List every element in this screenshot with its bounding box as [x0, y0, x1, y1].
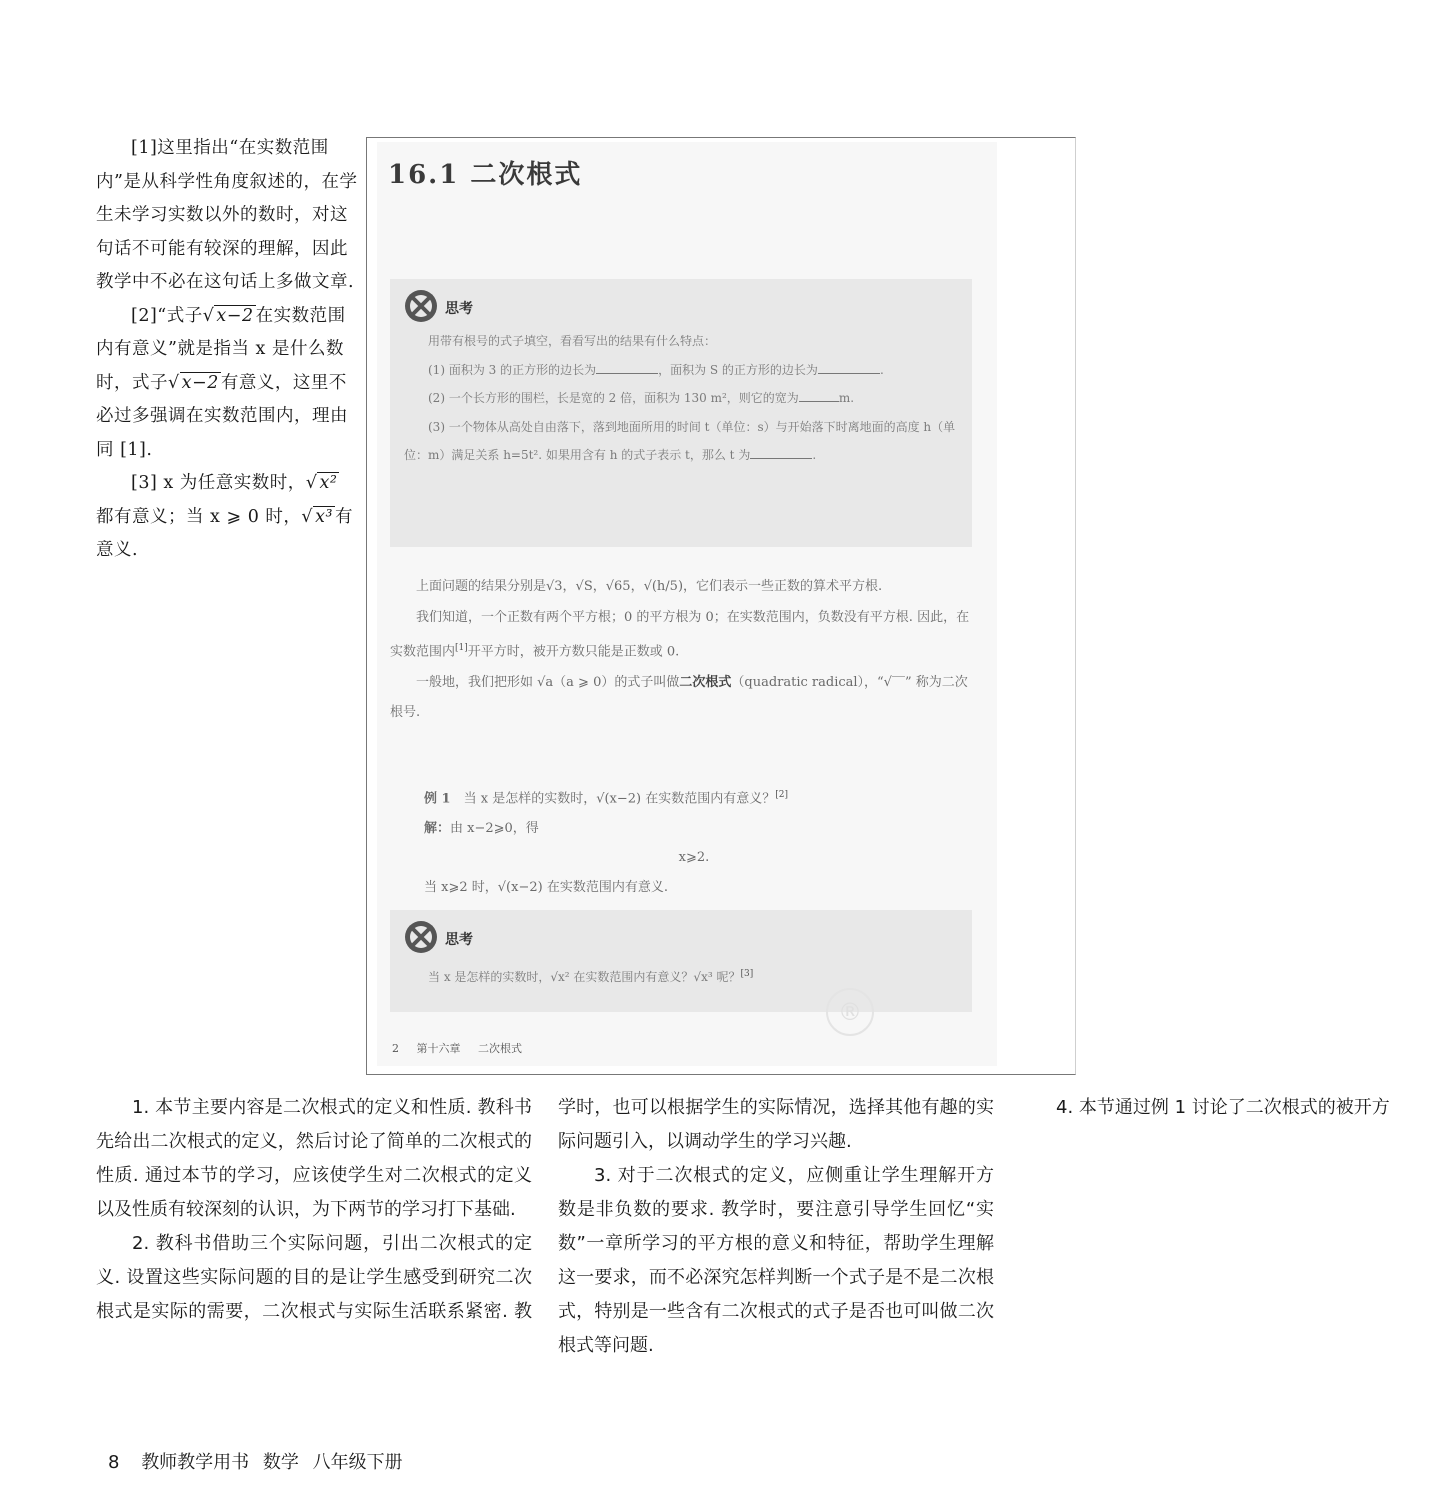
think-questions: 用带有根号的式子填空，看看写出的结果有什么特点： (1) 面积为 3 的正方形的边长为 ，面积为 S 的正方形的边长为 . (2) 一个长方形的围栏，长是宽的 2 倍，面积为 130 m²，则它的宽为 m. (3) 一个物体从高处自由落下，落到地面所用的时间 t（单位：s）与开始落下时离地面的高度 h（单位：m）满足关系 h=5t². 如果用含有 h 的式子表示 t，那么 t 为 .: [404, 334, 956, 462]
think-box-2: [390, 910, 972, 1012]
commentary-1: 1. 本节主要内容是二次根式的定义和性质. 教科书先给出二次根式的定义，然后讨论了简单的二次根式的性质. 通过本节的学习，应该使学生对二次根式的定义以及性质有较深刻的认识，为下两节的学习打下基础.: [96, 1097, 532, 1220]
para-3: 一般地，我们把形如 √a（a ⩾ 0）的式子叫做二次根式（quadratic radical），“√‾‾” 称为二次根号.: [390, 674, 968, 721]
example-1: 例 1 当 x 是怎样的实数时，√(x−2) 在实数范围内有意义？[2] 解：由 x−2⩾0，得 x⩾2. 当 x⩾2 时，√(x−2) 在实数范围内有意义.: [424, 790, 788, 895]
page-number: 8: [108, 1452, 120, 1473]
commentary-3: 3. 对于二次根式的定义，应侧重让学生理解开方数是非负数的要求. 教学时，要注意引导学生回忆“实数”一章所学习的平方根的意义和特征，帮助学生理解这一要求，而不必深究怎样判断一个式子是不是二次根式，特别是一些含有二次根式的式子是否也可叫做二次根式等问题.: [558, 1165, 994, 1356]
think-icon: [404, 289, 438, 323]
commentary-2: 2. 教科书借助三个实际问题，引出二次根式的定义. 设置这些实际问题的目的是让学生感受到研究二次根式是实际的需要，二次根式与实际生活联系紧密. 教学时，也可以根据学生的实际情况，选择其他有趣的实际问题引入，以调动学生的学习兴趣.: [96, 1097, 994, 1322]
para-1: 上面问题的结果分别是√3，√S，√65，√(h/5)，它们表示一些正数的算术平方根.: [416, 579, 883, 594]
think-label: 思考: [445, 301, 473, 317]
page-footer: [108, 1448, 403, 1474]
textbook-body: [390, 572, 972, 729]
commentary-4: 4. 本节通过例 1 讨论了二次根式的被开方: [1056, 1097, 1390, 1118]
think-box-1: [390, 279, 972, 547]
registered-mark: ®: [826, 988, 874, 1036]
think-icon: [404, 920, 438, 954]
commentary: [96, 1091, 1390, 1381]
subject: 数学: [262, 1452, 299, 1473]
grade: 八年级下册: [312, 1452, 403, 1473]
note-2: [2]“式子√ x−2 在实数范围内有意义”就是指当 x 是什么数时，式子√ x−2 有意义，这里不必过多强调在实数范围内，理由同 [1].: [96, 305, 348, 460]
section-title: 16.1 二次根式: [388, 160, 583, 190]
margin-notes: [96, 132, 358, 568]
para-2: 我们知道，一个正数有两个平方根；0 的平方根为 0；在实数范围内，负数没有平方根. 因此，在实数范围内[1]开平方时，被开方数只能是正数或 0.: [390, 609, 970, 660]
note-3: [3] x 为任意实数时，√ x² 都有意义；当 x ⩾ 0 时，√ x³ 有意义.: [96, 473, 353, 560]
book-title: 教师教学用书: [141, 1452, 250, 1473]
think-label: 思考: [445, 932, 473, 948]
note-1: [1]这里指出“在实数范围内”是从科学性角度叙述的，在学生未学习实数以外的数时，对这句话不可能有较深的理解，因此教学中不必在这句话上多做文章.: [96, 138, 358, 292]
textbook-footer: 2 第十六章 二次根式: [392, 1042, 522, 1055]
think-question-2: 当 x 是怎样的实数时，√x² 在实数范围内有意义？√x³ 呢？[3]: [428, 969, 754, 984]
